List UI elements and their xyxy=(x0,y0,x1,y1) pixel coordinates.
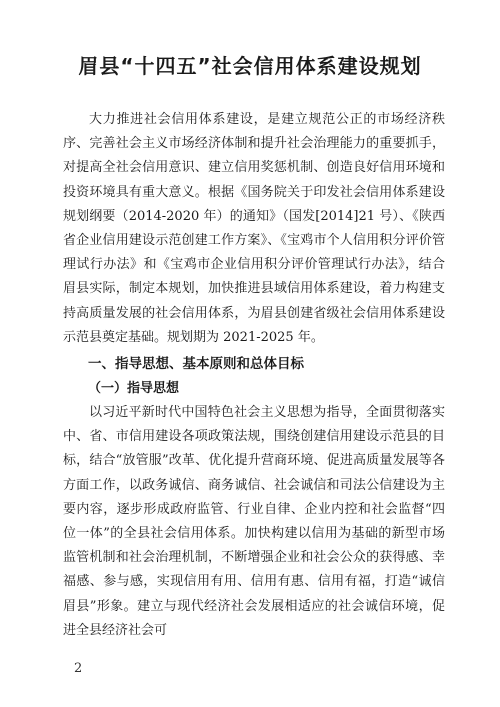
document-title: 眉县“十四五”社会信用体系建设规划 xyxy=(78,54,422,78)
intro-paragraph: 大力推进社会信用体系建设，是建立规范公正的市场经济秩序、完善社会主义市场经济体制和提升社会治理能力的重要抓手，对提高全社会信用意识、建立信用奖惩机制、创造良好信用环境和投资环境具有重大意义。根据《国务院关于印发社会信用体系建设规划纲要（2014-2020 年）的通知》（国发[2014]21 号）、《陕西省企业信用建设示范创建工作方案》、《宝鸡市个人信用积分评价管理试行办法》和《宝鸡市企业信用积分评价管理试行办法》，结合眉县实际，制定本规划，加快推进县域信用体系建设，着力构建支持高质量发展的社会信用体系，为眉县创建省级社会信用体系建设示范县奠定基础。规划期为 2021-2025 年。 xyxy=(63,112,445,345)
section-heading: 一、指导思想、基本原则和总体目标 xyxy=(88,356,304,372)
page-number: 2 xyxy=(74,661,83,676)
guiding-paragraph: 以习近平新时代中国特色社会主义思想为指导，全面贯彻落实中、省、市信用建设各项政策法规，围绕创建信用建设示范县的目标，结合“放管服”改革、优化提升营商环境、促进高质量发展等各方面工作，以政务诚信、商务诚信、社会诚信和司法公信建设为主要内容，逐步形成政府监管、行业自律、企业内控和社会监督“四位一体”的全县社会信用体系。加快构建以信用为基础的新型市场监管机制和社会治理机制，不断增强企业和社会公众的获得感、幸福感、参与感，实现信用有用、信用有惠、信用有福，打造“诚信眉县”形象。建立与现代经济社会发展相适应的社会诚信环境，促进全县经济社会可 xyxy=(63,405,445,638)
subsection-heading: （一）指导思想 xyxy=(88,381,180,396)
